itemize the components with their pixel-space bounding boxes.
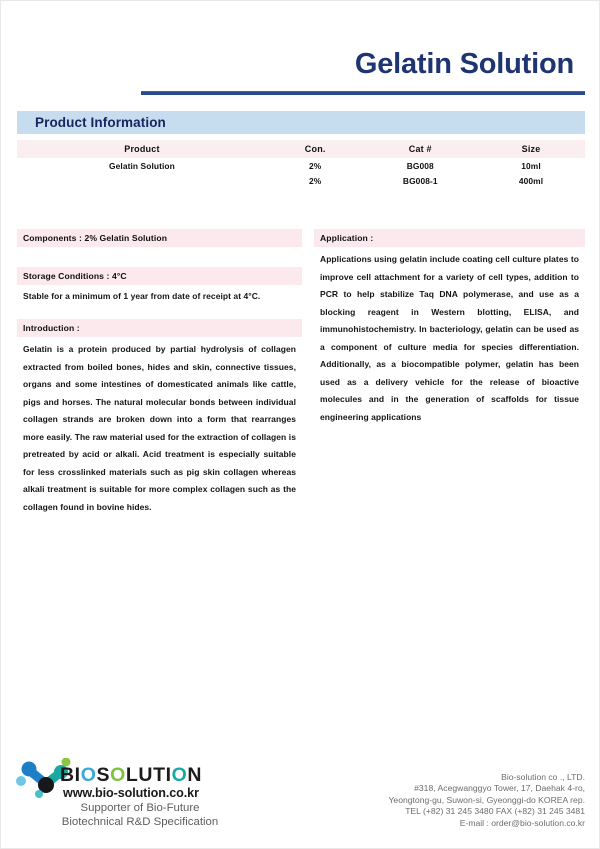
cell-product bbox=[17, 173, 267, 188]
logo-word-o1: O bbox=[80, 764, 97, 786]
page-footer bbox=[1, 756, 600, 842]
product-information-banner bbox=[17, 111, 585, 134]
logo-wordmark bbox=[60, 764, 202, 787]
table-row bbox=[17, 158, 585, 173]
title-divider bbox=[141, 91, 585, 95]
logo-tagline-2: Biotechnical R&D Specification bbox=[61, 816, 219, 828]
column-header-size: Size bbox=[477, 140, 585, 158]
cell-con: 2% bbox=[267, 158, 364, 173]
product-information-heading: Product Information bbox=[35, 115, 166, 130]
cell-size: 400ml bbox=[477, 173, 585, 188]
logo-word-o3: O bbox=[171, 764, 188, 786]
address-email[interactable]: E-mail : order@bio-solution.co.kr bbox=[459, 817, 585, 828]
storage-conditions-text: Stable for a minimum of 1 year from date of receipt at 4°C. bbox=[23, 291, 261, 301]
company-address bbox=[388, 772, 585, 829]
spacer-components-storage bbox=[17, 247, 302, 267]
title-block bbox=[1, 47, 600, 99]
application-heading: Application : bbox=[314, 229, 585, 247]
application-text: Applications using gelatin include coating cell culture plates to improve cell attachment for a variety of cell types, addition to PCR to help stabilize Taq DNA polymerase, and use as a blocking reagent in Western blotting, ELISA, and immunohistochemistry. In bacteriology, gelatin can be used as a component of culture media for species differentiation. Additionally, as a biocompatible polymer, gelatin has been used as a delivery vehicle for the release of bioactive molecules and in the generation of scaffolds for tissue engineering applications bbox=[320, 254, 579, 422]
spacer-storage-introduction bbox=[17, 304, 302, 319]
storage-conditions-heading: Storage Conditions : 4°C bbox=[17, 267, 302, 285]
address-company-name: Bio-solution co ., LTD. bbox=[501, 772, 585, 782]
company-website[interactable]: www.bio-solution.co.kr bbox=[63, 786, 199, 800]
page-title: Gelatin Solution bbox=[354, 48, 574, 80]
introduction-heading: Introduction : bbox=[17, 319, 302, 337]
product-table-body bbox=[17, 158, 585, 188]
left-content-column bbox=[17, 229, 302, 516]
column-header-con: Con. bbox=[267, 140, 364, 158]
cell-product: Gelatin Solution bbox=[17, 158, 267, 173]
right-content-column bbox=[314, 229, 585, 426]
address-phone-fax: TEL (+82) 31 245 3480 FAX (+82) 31 245 3481 bbox=[405, 806, 585, 817]
address-street: #318, Acegwanggyo Tower, 17, Daehak 4-ro, bbox=[414, 783, 585, 794]
logo-word-part-4: N bbox=[187, 764, 203, 786]
introduction-text: Gelatin is a protein produced by partial hydrolysis of collagen extracted from boiled bones, hides and skin, connective tissues, organs and some intestines of domesticated animals like cattle, pigs and horses. The natural molecular bonds between individual collagen strands are broken down into a form that rearranges more easily. The raw material used for the extraction of collagen is pretreated by acid or alkali. Acid treatment is especially suitable for less crosslinked materials such as pig skin collagen whereas alkali treatment is suitable for more complex collagen such as the collagen found in bovine hides. bbox=[23, 344, 296, 512]
table-row bbox=[17, 173, 585, 188]
logo-word-part-3: LUTI bbox=[125, 764, 172, 786]
column-header-cat: Cat # bbox=[363, 140, 477, 158]
company-logo bbox=[15, 756, 265, 838]
logo-tagline-1: Supporter of Bio-Future bbox=[80, 802, 200, 814]
cell-cat: BG008 bbox=[363, 158, 477, 173]
cell-con: 2% bbox=[267, 173, 364, 188]
column-header-product: Product bbox=[17, 140, 267, 158]
cell-size: 10ml bbox=[477, 158, 585, 173]
product-table bbox=[17, 140, 585, 188]
logo-word-part-1: BI bbox=[60, 764, 81, 786]
components-heading: Components : 2% Gelatin Solution bbox=[17, 229, 302, 247]
product-table-header bbox=[17, 140, 585, 158]
table-header-row bbox=[17, 140, 585, 158]
logo-word-o2: O bbox=[110, 764, 126, 786]
logo-word-part-2: S bbox=[96, 764, 111, 786]
address-region: Yeongtong-gu, Suwon-si, Gyeonggi-do KOREA rep. bbox=[388, 794, 585, 805]
cell-cat: BG008-1 bbox=[363, 173, 477, 188]
